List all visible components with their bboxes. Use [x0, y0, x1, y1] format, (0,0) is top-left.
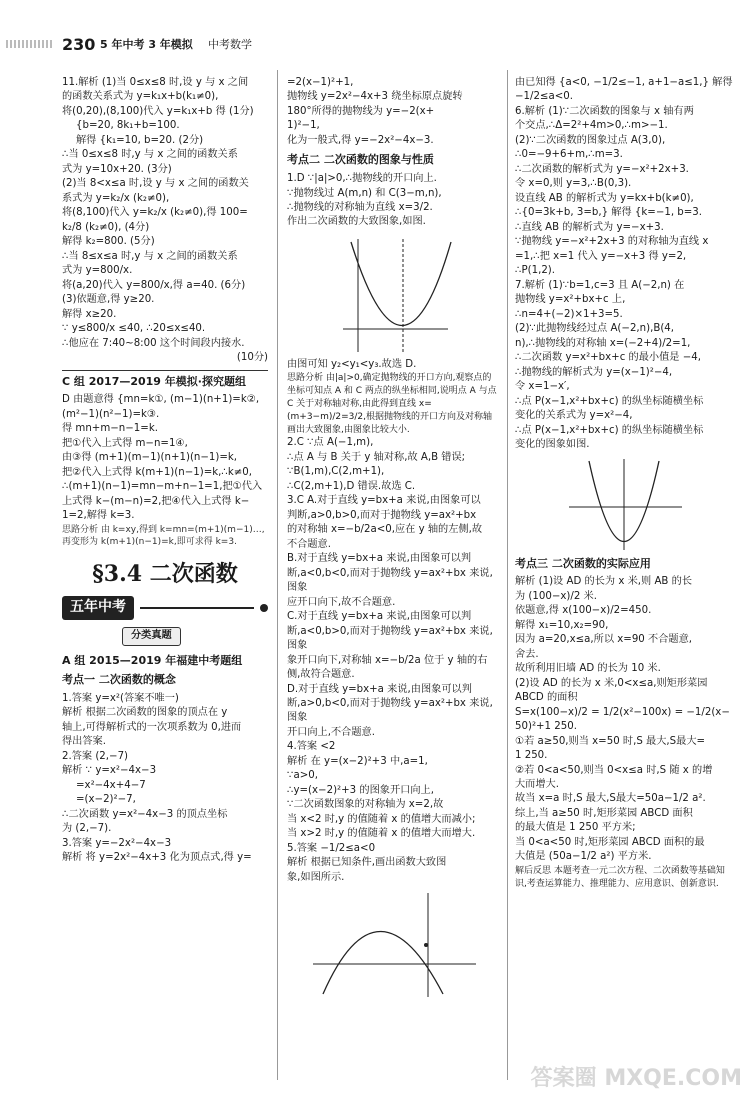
text-line: 故所利用旧墙 AD 的长为 10 米.: [515, 663, 661, 675]
text-line: ∵抛物线 y=−x²+2x+3 的对称轴为直线 x: [515, 236, 709, 248]
parabola-graph-2: [308, 889, 478, 999]
text-line: 50)²+1 250.: [515, 721, 577, 733]
text-line: 抛物线 y=x²+bx+c 上,: [515, 294, 626, 306]
text-line: 解得 k₂=800. (5分): [62, 236, 155, 248]
text-line: (3)依题意,得 y≥20.: [62, 294, 155, 306]
text-line: 6.解析 (1)∵二次函数的图象与 x 轴有两: [515, 105, 694, 117]
text-line: ∵a>0,: [287, 770, 318, 782]
kp-heading: 考点一 二次函数的概念: [62, 673, 176, 687]
five-year-banner: [62, 596, 268, 620]
text-line: ∵抛物线过 A(m,n) 和 C(3−m,n),: [287, 187, 442, 199]
section-title: §3.4 二次函数: [92, 561, 238, 588]
text-line: 个交点,∴Δ=2²+4m>0,∴m>−1.: [515, 120, 668, 132]
text-line: 的最大值是 1 250 平方米;: [515, 822, 636, 834]
text-line: 断,a>0,b<0,而对于抛物线 y=ax²+bx 来说,图象: [287, 698, 493, 724]
banner-dot: [260, 604, 268, 612]
text-line: 式为 y=800/x.: [62, 265, 133, 277]
kp-heading: 考点三 二次函数的实际应用: [515, 556, 651, 570]
text-line: ∴直线 AB 的解析式为 y=−x+3.: [515, 221, 664, 233]
text-line: ∴P(1,2).: [515, 265, 556, 277]
text-line: 得出答案.: [62, 736, 106, 748]
text-line: 为 (2,−7).: [62, 823, 112, 835]
text-line: 的函数关系式为 y=k₁x+b(k₁≠0),: [62, 91, 219, 103]
text-line: n),∴抛物线的对称轴 x=(−2+4)/2=1,: [515, 337, 691, 349]
text-line: =x²−4x+4−7: [76, 779, 146, 791]
text-line: 设直线 AB 的解析式为 y=kx+b(k≠0),: [515, 192, 694, 204]
page-header: [0, 0, 750, 52]
c-group-solution: [62, 393, 268, 523]
column-divider: [277, 70, 278, 1080]
text-line: 作出二次函数的大致图象,如图.: [287, 216, 426, 228]
text-line: (2)设 AD 的长为 x 米,0<x≤a,则矩形菜园: [515, 677, 708, 689]
text-line: 的对称轴 x=−b/2a<0,应在 y 轴的左侧,故: [287, 524, 483, 536]
group-heading: C 组 2017—2019 年模拟·探究题组: [62, 370, 268, 390]
text-line: ∴二次函数的解析式为 y=−x²+2x+3.: [515, 163, 689, 175]
text-line: 解得 x≥20.: [62, 308, 117, 320]
text-line: 变化的图象如图.: [515, 439, 590, 451]
text-line: ∴当 0≤x≤8 时,y 与 x 之间的函数关系: [62, 149, 238, 161]
text-line: 开口向上,不合题意.: [287, 726, 375, 738]
text-line: 由③得 (m+1)(m−1)(n+1)(n−1)=k,: [62, 452, 238, 464]
text-line: 轴上,可得解析式的一次项系数为 0,进而: [62, 721, 242, 733]
text-line: ②若 0<a<50,则当 0<x≤a 时,S 随 x 的增: [515, 764, 713, 776]
text-line: 侧,故符合题意.: [287, 669, 355, 681]
text-line: D 由题意得 {mn=k①, (m−1)(n+1)=k②, (m²−1)(n²−1)=k③.: [62, 394, 260, 420]
text-line: 4.答案 <2: [287, 741, 336, 753]
text-line: 1=2,解得 k=3.: [62, 510, 135, 522]
text-line: =2(x−1)²+1,: [287, 77, 354, 88]
text-line: 将(0,20),(8,100)代入 y=k₁x+b 得 (1分): [62, 105, 254, 117]
text-line: 得 mn+m−n−1=k.: [62, 423, 158, 435]
text-line: ∴点 P(x−1,x²+bx+c) 的纵坐标随横坐标: [515, 395, 704, 407]
column-2: [287, 76, 499, 1003]
text-line: 大而增大.: [515, 778, 559, 790]
text-line: 判断,a>0,b>0,而对于抛物线 y=ax²+bx: [287, 509, 477, 521]
text-line: 综上,当 a≥50 时,矩形菜园 ABCD 面积: [515, 807, 693, 819]
text-line: ∴当 8≤x≤a 时,y 与 x 之间的函数关系: [62, 250, 238, 262]
text-line: 11.解析 (1)当 0≤x≤8 时,设 y 与 x 之间: [62, 77, 249, 88]
text-line: 3.C A.对于直线 y=bx+a 来说,由图象可以: [287, 495, 481, 507]
text-line: ∴{0=3k+b, 3=b,} 解得 {k=−1, b=3.: [515, 207, 703, 219]
text-line: 180°所得的抛物线为 y=−2(x+: [287, 105, 435, 117]
text-line: 解析 将 y=2x²−4x+3 化为顶点式,得 y=: [62, 852, 252, 864]
text-line: 抛物线 y=2x²−4x+3 绕坐标原点旋转: [287, 91, 463, 103]
text-line: 7.解析 (1)∵b=1,c=3 且 A(−2,n) 在: [515, 279, 685, 291]
text-line: ∴抛物线的解析式为 y=(x−1)²−4,: [515, 366, 673, 378]
text-line: 上式得 k−(m−n)=2,把④代入上式得 k−: [62, 495, 250, 507]
analysis-note: 思路分析 由 k=xy,得到 k=mn=(m+1)(m−1)…,再变形为 k(m+1)(n−1)=k,即可求得 k=3.: [62, 524, 265, 548]
text-line: ∴二次函数 y=x²−4x−3 的顶点坐标: [62, 808, 228, 820]
text-line: ∵二次函数图象的对称轴为 x=2,故: [287, 799, 444, 811]
text-line: 当 x>2 时,y 的值随着 x 的值增大而增大.: [287, 828, 476, 840]
q11-solution: [62, 76, 268, 366]
parabola-graph-1: [333, 234, 453, 354]
text-line: 2.C ∵点 A(−1,m),: [287, 437, 374, 449]
text-line: 将(8,100)代入 y=k₂/x (k₂≠0),得 100=: [62, 207, 248, 219]
text-line: {b=20, 8k₁+b=100.: [76, 120, 180, 132]
text-line: 舍去.: [515, 648, 539, 660]
text-line: 由图可知 y₂<y₁<y₃.故选 D.: [287, 358, 417, 370]
text-line: ∴y=(x−2)²+3 的图象开口向上,: [287, 784, 434, 796]
text-line: ①若 a≥50,则当 x=50 时,S 最大,S最大=: [515, 735, 706, 747]
text-line: ∴点 P(x−1,x²+bx+c) 的纵坐标随横坐标: [515, 424, 704, 436]
analysis-note: 思路分析 由|a|>0,确定抛物线的开口方向,观察点的坐标可知点 A 和 C 两点的纵坐标相同,说明点 A 与点 C 关于对称轴对称,由此得到直线 x=(m+3−m)/2=3/2,根据抛物线的开口方向及对称轴画出大致图象,由图象比较大小.: [287, 373, 497, 435]
category-pill: 分类真题: [122, 627, 181, 645]
kp-heading: 考点二 二次函数的图象与性质: [287, 153, 434, 167]
text-line: (2)∵二次函数的图象过点 A(3,0),: [515, 134, 666, 146]
text-line: 2.答案 (2,−7): [62, 750, 129, 762]
text-line: 故当 x=a 时,S 最大,S最大=50a−1/2 a².: [515, 793, 706, 805]
text-line: 1.答案 y=x²(答案不唯一): [62, 693, 179, 704]
text-line: 象开口向下,对称轴 x=−b/2a 位于 y 轴的右: [287, 654, 488, 666]
text-line: ∴他应在 7:40~8:00 这个时间段内接水.: [62, 337, 245, 349]
text-line: 解析 在 y=(x−2)²+3 中,a=1,: [287, 755, 428, 767]
text-line: 为 (100−x)/2 米.: [515, 590, 597, 602]
text-line: 1 250.: [515, 750, 548, 762]
text-line: 化为一般式,得 y=−2x²−4x−3.: [287, 134, 434, 146]
text-line: 把①代入上式得 m−n=1④,: [62, 437, 188, 449]
book-title: 5 年中考 3 年模拟: [100, 38, 193, 51]
text-line: 式为 y=10x+20. (3分): [62, 163, 172, 175]
text-line: ∴0=−9+6+m,∴m=3.: [515, 149, 623, 161]
text-line: 断,a<0,b>0,而对于抛物线 y=ax²+bx 来说,图象: [287, 625, 493, 652]
column-1: [62, 76, 268, 866]
text-line: 把②代入上式得 k(m+1)(n−1)=k,∴k≠0,: [62, 466, 253, 478]
text-line: 令 x=1−x′,: [515, 381, 570, 393]
text-line: ∵ y≤800/x ≤40, ∴20≤x≤40.: [62, 323, 206, 335]
text-line: 断,a<0,b<0,而对于抛物线 y=ax²+bx 来说,图象: [287, 567, 493, 594]
text-line: 解析 (1)设 AD 的长为 x 米,则 AB 的长: [515, 576, 693, 588]
text-line: 依题意,得 x(100−x)/2=450.: [515, 605, 652, 617]
text-line: ∴抛物线的对称轴为直线 x=3/2.: [287, 202, 433, 213]
text-line: ∴C(2,m+1),D 错误.故选 C.: [287, 480, 416, 492]
text-line: 变化的关系式为 y=x²−4,: [515, 410, 633, 422]
text-line: =(x−2)²−7,: [76, 794, 136, 806]
parabola-graph-3: [564, 457, 684, 552]
text-line: D.对于直线 y=bx+a 来说,由图象可以判: [287, 683, 472, 695]
text-line: (2)当 8<x≤a 时,设 y 与 x 之间的函数关: [62, 178, 249, 190]
text-line: 象,如图所示.: [287, 871, 345, 883]
text-line: ABCD 的面积: [515, 692, 578, 704]
column-divider: [507, 70, 508, 1080]
text-line: 大值是 (50a−1/2 a²) 平方米.: [515, 851, 652, 863]
text-line: S=x(100−x)/2 = 1/2(x²−100x) = −1/2(x−: [515, 706, 730, 718]
text-line: ∴n=4+(−2)×1+3=5.: [515, 308, 623, 320]
text-line: 1.D ∵|a|>0,∴抛物线的开口向上.: [287, 173, 437, 185]
header-decoration: [6, 40, 52, 48]
text-line: 1)²−1,: [287, 120, 320, 132]
text-line: ∴点 A 与 B 关于 y 轴对称,故 A,B 错误;: [287, 451, 466, 463]
watermark: 答案圈 MXQE.COM: [530, 1065, 742, 1091]
text-line: 将(a,20)代入 y=800/x,得 a=40. (6分): [62, 279, 246, 291]
text-line: 因为 a=20,x≤a,所以 x=90 不合题意,: [515, 634, 693, 646]
text-line: =1,∴把 x=1 代入 y=−x+3 得 y=2,: [515, 250, 687, 262]
banner-line: [140, 607, 254, 609]
text-line: ∵B(1,m),C(2,m+1),: [287, 466, 385, 478]
text-line: 解析 ∵ y=x²−4x−3: [62, 765, 157, 777]
text-line: 系式为 y=k₂/x (k₂≠0),: [62, 192, 170, 204]
text-line: (2)∵此抛物线经过点 A(−2,n),B(4,: [515, 323, 675, 335]
text-line: 令 x=0,则 y=3,∴B(0,3).: [515, 178, 632, 190]
text-line: ∴(m+1)(n−1)=mn−m+n−1=1,把①代入: [62, 481, 263, 493]
text-line: k₂/8 (k₂≠0), (4分): [62, 221, 150, 233]
text-line: 当 0<a<50 时,矩形菜园 ABCD 面积的最: [515, 836, 705, 848]
text-line: 应开口向下,故不合题意.: [287, 596, 396, 608]
text-line: C.对于直线 y=bx+a 来说,由图象可以判: [287, 611, 472, 623]
text-line: (10分): [236, 352, 268, 364]
page-number: 230: [62, 35, 96, 54]
text-line: 解得 {k₁=10, b=20. (2分): [76, 134, 204, 146]
text-line: 5.答案 −1/2≤a<0: [287, 842, 376, 854]
text-line: 解析 根据二次函数的图象的顶点在 y: [62, 707, 228, 719]
group-heading: A 组 2015—2019 年福建中考题组: [62, 653, 243, 667]
text-line: 不合题意.: [287, 538, 331, 550]
banner-label: 五年中考: [62, 596, 134, 620]
text-line: ∴二次函数 y=x²+bx+c 的最小值是 −4,: [515, 352, 701, 364]
text-line: 当 x<2 时,y 的值随着 x 的值增大而减小;: [287, 813, 476, 825]
text-line: 由已知得 {a<0, −1/2≤−1, a+1−a≤1,} 解得 −1/2≤a<0.: [515, 77, 733, 103]
text-line: B.对于直线 y=bx+a 来说,由图象可以判: [287, 553, 472, 565]
subject-title: 中考数学: [208, 38, 252, 51]
text-line: 3.答案 y=−2x²−4x−3: [62, 837, 172, 849]
reflection-note: 解后反思 本题考查一元二次方程、二次函数等基础知识,考查运算能力、推理能力、应用意识、创新意识.: [515, 865, 725, 889]
kp1-solutions: [62, 692, 268, 866]
text-line: 解得 x₁=10,x₂=90,: [515, 619, 609, 631]
column-3: [515, 76, 733, 890]
text-line: 解析 根据已知条件,画出函数大致图: [287, 857, 447, 869]
